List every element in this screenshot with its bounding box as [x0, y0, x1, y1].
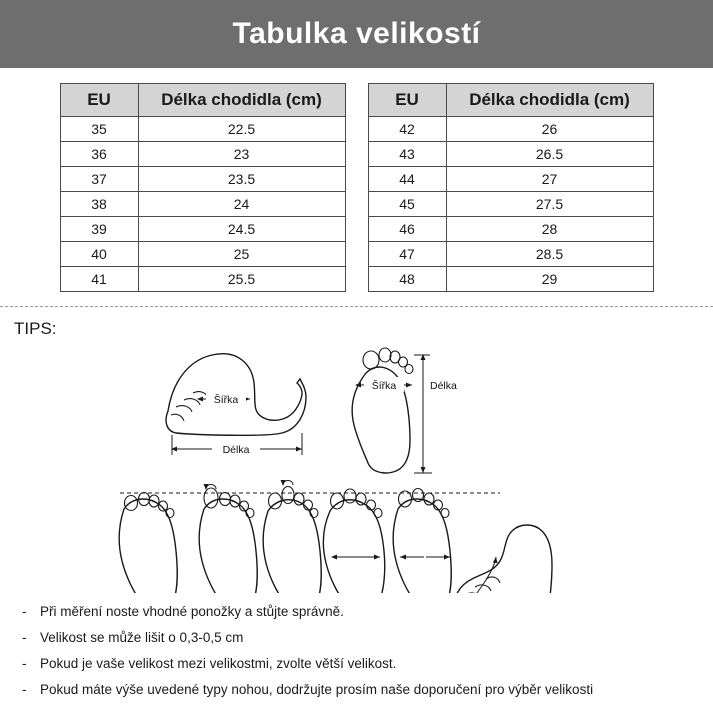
cell-length: 27	[446, 167, 653, 192]
note-item	[22, 677, 713, 703]
cell-length: 24.5	[138, 217, 345, 242]
cell-length: 25	[138, 242, 345, 267]
note-bullet: -	[22, 682, 27, 697]
top-view-width-dimension	[356, 377, 412, 392]
table-header-row	[368, 84, 653, 117]
table-row	[60, 217, 345, 242]
note-text: Velikost se může lišit o 0,3-0,5 cm	[40, 630, 244, 645]
note-text: Při měření noste vhodné ponožky a stůjte správně.	[40, 604, 344, 619]
table-row	[60, 192, 345, 217]
cell-length: 26	[446, 117, 653, 142]
cell-eu: 37	[60, 167, 138, 192]
cell-length: 22.5	[138, 117, 345, 142]
cell-eu: 46	[368, 217, 446, 242]
top-view-foot-icon	[352, 348, 413, 473]
cell-length: 23	[138, 142, 345, 167]
side-view-length-label: Délka	[222, 444, 250, 456]
cell-length: 28	[446, 217, 653, 242]
note-item	[22, 625, 713, 651]
table-row	[368, 142, 653, 167]
table-row	[60, 267, 345, 292]
column-header-eu: EU	[368, 84, 446, 117]
table-row	[60, 242, 345, 267]
table-row	[368, 267, 653, 292]
column-header-length: Délka chodidla (cm)	[138, 84, 345, 117]
foot-type-6-icon	[455, 525, 552, 593]
table-row	[368, 192, 653, 217]
tips-label: TIPS:	[14, 319, 57, 338]
table-row	[60, 167, 345, 192]
notes-list	[0, 593, 713, 703]
left-size-table	[60, 83, 346, 292]
cell-eu: 36	[60, 142, 138, 167]
note-bullet: -	[22, 604, 27, 619]
cell-length: 27.5	[446, 192, 653, 217]
foot-type-5-icon	[393, 489, 451, 594]
top-view-length-dimension	[414, 355, 474, 473]
page-header	[0, 0, 713, 68]
note-text: Pokud máte výše uvedené typy nohou, dodržujte prosím naše doporučení pro výběr velikosti	[40, 682, 594, 697]
table-row	[368, 242, 653, 267]
cell-length: 26.5	[446, 142, 653, 167]
cell-eu: 40	[60, 242, 138, 267]
cell-eu: 47	[368, 242, 446, 267]
side-view-width-label: Šířka	[213, 394, 239, 406]
cell-length: 29	[446, 267, 653, 292]
top-view-length-label: Délka	[430, 380, 457, 392]
cell-eu: 38	[60, 192, 138, 217]
cell-eu: 45	[368, 192, 446, 217]
size-tables-area	[0, 68, 713, 292]
column-header-length: Délka chodidla (cm)	[446, 84, 653, 117]
foot-measurement-diagram	[0, 313, 713, 593]
table-row	[368, 217, 653, 242]
page-title: Tabulka velikostí	[232, 17, 481, 50]
cell-eu: 35	[60, 117, 138, 142]
side-view-length-dimension	[172, 433, 302, 456]
cell-eu: 42	[368, 117, 446, 142]
table-row	[60, 142, 345, 167]
foot-type-2-icon	[199, 485, 257, 594]
cell-eu: 48	[368, 267, 446, 292]
foot-type-3-icon	[263, 481, 321, 594]
right-size-table	[368, 83, 654, 292]
note-bullet: -	[22, 656, 27, 671]
table-header-row	[60, 84, 345, 117]
cell-eu: 41	[60, 267, 138, 292]
cell-eu: 39	[60, 217, 138, 242]
foot-type-1-normal-icon	[119, 493, 177, 594]
note-item	[22, 651, 713, 677]
column-header-eu: EU	[60, 84, 138, 117]
top-view-width-label: Šířka	[371, 380, 397, 392]
cell-length: 28.5	[446, 242, 653, 267]
note-text: Pokud je vaše velikost mezi velikostmi, zvolte větší velikost.	[40, 656, 397, 671]
table-row	[368, 167, 653, 192]
side-view-width-dimension	[198, 391, 250, 406]
table-row	[60, 117, 345, 142]
table-row	[368, 117, 653, 142]
cell-eu: 44	[368, 167, 446, 192]
foot-type-4-icon	[323, 489, 384, 593]
cell-eu: 43	[368, 142, 446, 167]
cell-length: 23.5	[138, 167, 345, 192]
cell-length: 25.5	[138, 267, 345, 292]
note-bullet: -	[22, 630, 27, 645]
cell-length: 24	[138, 192, 345, 217]
note-item	[22, 599, 713, 625]
